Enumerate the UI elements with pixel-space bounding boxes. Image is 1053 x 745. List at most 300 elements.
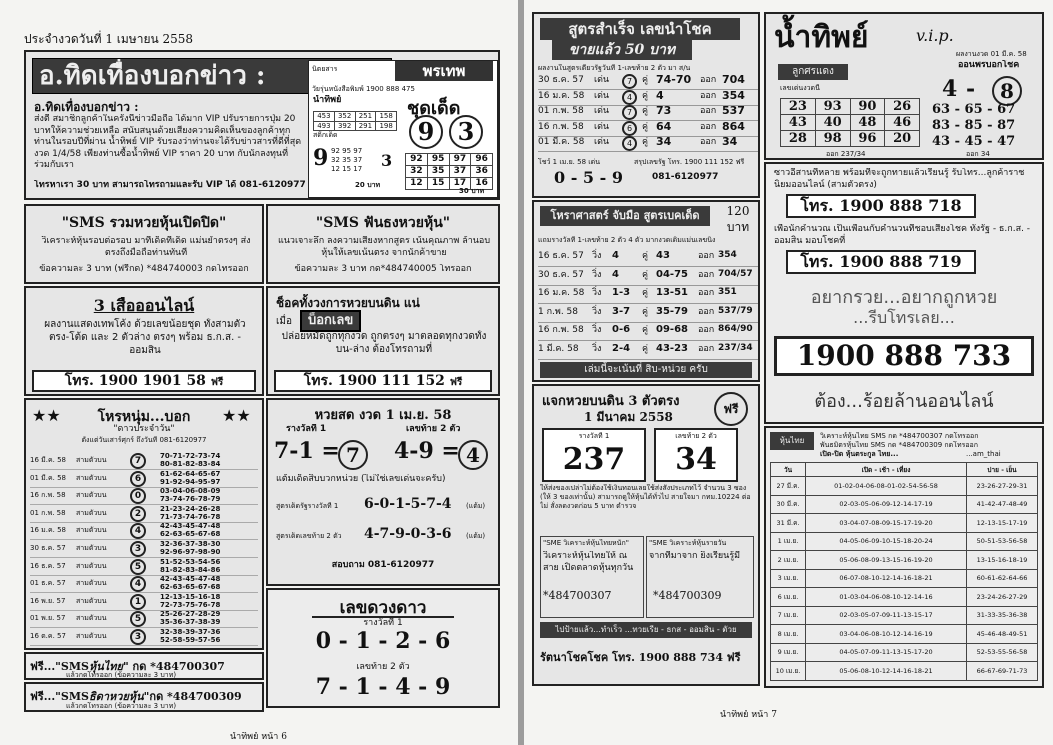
success-subtitle: ขายแล้ว 50 บาท [552,40,692,60]
tiger-phone[interactable]: โทร. 1900 1901 58 ฟรี [32,370,256,392]
history-nums-1: 32-36-37-38-30 [160,540,221,548]
astro-prize-label: ออก [698,343,715,354]
stock-b: 41-42-47-48-49 [967,495,1038,514]
star-last2-value: 7 - 1 - 4 - 9 [315,674,451,700]
intro-section [24,50,500,200]
free-first-card [542,428,646,482]
ad-headline-2: ...รีบโทรเลย... [853,308,955,327]
success-date: 01 ก.พ. 58 [538,106,584,116]
ad-1-phone[interactable]: โทร. 1900 888 718 [786,194,976,218]
ads-box [764,162,1044,424]
astro-pair-label: คู่ [642,269,649,280]
astro-date: 16 ก.พ. 58 [538,325,584,335]
success-date: 30 ธ.ค. 57 [538,75,584,85]
stock-b: 52-53-55-56-58 [967,643,1038,662]
success-pair: 4 [656,88,664,102]
astro-pair-label: คู่ [642,325,649,335]
stock-head-1: วิเคราะห์หุ้นไทย SMS กด *484700307 กดโทรออก [820,432,979,440]
success-prize: 704 [722,73,745,86]
astro-label: วิ่ง [592,251,602,261]
history-label: สามตัวบน [76,544,107,552]
sms-foreign-line: ฟรี..."SMSธิดาหวยหุ้น"กด *484700309 [30,690,242,703]
success-label: เด่น [594,121,610,132]
mag-left-big2: 3 [381,151,393,170]
success-vip-date: โชว์ 1 เม.ย. 58 เด่น [538,158,600,166]
stock-row [771,588,1038,607]
history-digit: 4 [130,576,146,592]
history-digit: 5 [130,611,146,627]
stock-a: 02-03-05-07-09-11-13-15-17 [806,606,967,625]
astro-pair: 09-68 [656,324,688,335]
astro-pair-label: คู่ [642,343,649,354]
success-title: สูตรสำเร็จ เลขนำโชค [540,18,740,40]
astro-prize-label: ออก [698,269,715,280]
ad-2-text: เพื่อนักคำนวณ เป็นเพื่อนกับคำนวนที่ชอบเสี่ยงโชค ทั้งรัฐ - ธ.ก.ส. - ออมสิน มอบโชคที่ [774,224,1031,246]
history-nums-2: 52-58-59-57-56 [160,636,221,644]
stock-row [771,643,1038,662]
stock-b: 50-51-53-56-58 [967,532,1038,551]
sms-forecast-box [266,204,500,284]
astro-prize: 237/34 [718,342,753,353]
history-nums-1: 25-26-27-28-29 [160,610,221,619]
ad-1-text: ซาวอีสานที่หลาย พร้อมที่จะถูกทายแล้วเรียนรู้ รับโทร...ลูกค้าราชนิยมออนไลน์ (สามตัวตรง) [774,168,1025,190]
sms-left-title: "SMS รวมหวยหุ้นเปิดปิด" [61,215,227,231]
tiger-title: 3 เสือออนไลน์ [93,296,195,315]
history-nums-1: 03-04-06-08-09 [160,487,221,496]
success-ask-phone: 081-6120977 [652,172,719,182]
sms-thai-line: ฟรี..."SMSหุ้นไทย" กด *484700307 [30,660,225,673]
stock-head-3: เปิด-ปิด หุ้นตระกูล ไทย... [820,450,899,458]
astro-row [538,304,758,323]
mag-price-right: 30 บาท [459,187,485,195]
mag-left-list-2: 32 35 37 [331,156,363,164]
history-digit: 3 [130,629,146,645]
water-pairs-1: 63 - 65 - 67 [932,102,1016,117]
water-big-a: 4 [942,76,958,102]
success-row [538,136,758,152]
success-results-head: ผลงานในสูตรเดียวรัฐวันที่ 1-เลขท้าย 2 ตัว มา ส/น [538,64,691,72]
water-big-b: 8 [992,76,1022,106]
live-f1-suffix: (แต้ม) [466,502,486,510]
star-number-box [266,588,500,708]
history-nums-1: 12-13-15-16-18 [160,592,221,601]
success-prize: 34 [722,135,738,148]
stock-row [771,477,1038,496]
astro-digit: 3-7 [612,305,631,317]
live-title: หวยสด งวด 1 เม.ย. 58 [314,408,452,423]
mag-left-list-3: 12 15 17 [331,165,363,173]
astro-prize-label: ออก [698,306,715,317]
history-date: 16 พ.ย. 57 [30,596,66,605]
stock-day: 2 เม.ย. [771,551,806,570]
live-last2-result: 4 [458,440,488,470]
astro-prize-label: ออก [698,325,715,335]
sms-left-code: ข้อความละ 3 บาท (ฟรีกด) *484740003 กดโทรออก [39,264,249,274]
success-pair: 34 [656,135,672,148]
star-last2-label: เลขท้าย 2 ตัว [356,662,410,672]
water-dash: - [966,76,976,102]
history-date: 30 ธ.ค. 57 [30,544,66,552]
right-page [524,0,1053,745]
water-tag2: เลขเด่นงวดนี้ [780,84,820,92]
star-title: เลขดวงดาว [312,594,454,618]
history-date: 16 มี.ค. 58 [30,456,67,464]
water-vip-box [764,12,1044,160]
sms-foreign-stock-box [24,682,264,712]
history-label: สามตัวบน [76,614,107,623]
free-sms1-title: "SME วิเคราะห์หุ้นไทยหนัก" [543,539,629,547]
live-f2-label: สูตรเด็ดเลขท้าย 2 ตัว [276,532,342,540]
block-phone[interactable]: โทร. 1900 111 152 ฟรี [274,370,492,392]
astro-formula-box [532,200,760,382]
block-body: ปล่อยหมัดถูกทุกงวด ถูกตรงๆ มาตลอดทุกงวดทั้งบน-ล่าง ต้องโทรถามที่ [281,331,487,355]
water-grid-note: ออก 237/34 [826,150,866,158]
history-label: สามตัวบน [76,561,107,570]
mag-subtitle: น้ำทิพย์ [313,95,342,105]
astro-date: 16 ม.ค. 58 [538,288,585,298]
astro-digit: 1-3 [612,287,631,298]
history-row [30,540,258,558]
water-title: น้ำทิพย์ [774,20,869,55]
astro-prize-label: ออก [698,288,715,298]
stock-b: 31-33-35-36-38 [967,606,1038,625]
stock-a: 06-07-08-10-12-14-16-18-21 [806,569,967,588]
astro-prize: 704/57 [718,268,753,279]
astro-date: 16 ธ.ค. 57 [538,251,584,261]
free-sms-1 [540,536,644,618]
success-prize-label: ออก [700,90,717,101]
live-first-value: 7-1 = [274,438,340,464]
astro-date: 1 ก.พ. 58 [538,306,579,317]
block-number-box [266,286,500,396]
free-lottery-box [532,384,760,686]
astro-label: วิ่ง [592,325,602,335]
free-last2-card [654,428,738,482]
history-nums-2: 81-82-83-84-86 [160,565,221,574]
stock-b: 23-24-26-27-29 [967,588,1038,607]
success-prize: 354 [722,88,745,102]
success-digit: 6 [622,121,637,136]
history-date: 16 ม.ค. 58 [30,526,67,535]
history-label: สามตัวบน [76,456,107,464]
stock-day: 8 เม.ย. [771,625,806,644]
stock-row [771,606,1038,625]
water-grid: 23 93 90 26 43 40 48 46 28 98 96 20 [780,98,920,147]
history-nums-2: 92-96-97-98-90 [160,548,221,556]
young-title: โหรหนุ่ม...บอก [97,409,191,425]
mag-hot: ชุดเด็ด [407,98,461,119]
live-lottery-box [266,398,500,586]
astro-footer: เล่มนี้จะเน้นที่ สิบ-หน่วย ครับ [540,362,752,378]
success-ask-label: สรุปเลขรัฐ โทร. 1900 111 152 ฟรี [634,158,745,166]
ad-big-phone[interactable]: 1900 888 733 [774,336,1034,376]
stock-day: 30 มี.ค. [771,495,806,514]
stock-a: 04-05-07-09-11-13-15-17-20 [806,643,967,662]
success-results [538,74,758,152]
stock-b: 12-13-15-17-19 [967,514,1038,533]
stock-row [771,514,1038,533]
free-bottom-phone: รัตนาโชคโชค โทร. 1900 888 734 ฟรี [540,651,741,664]
live-first-label: รางวัลที่ 1 [286,424,327,434]
success-digit: 7 [622,74,637,89]
sms-left-body: วิเคราะห์หุ้นรอบต่อรอบ มาทีเด็ดทีเด็ด แม่นยำตรงๆ ส่งตรงถึงมือถือท่านทันที [41,236,251,258]
success-prize-label: ออก [700,75,717,85]
free-sms-2 [646,536,754,618]
astro-pair: 43 [656,250,670,261]
star-right-icon: ★★ [222,406,251,425]
astro-pair: 04-75 [656,268,688,280]
stock-a: 04-05-06-09-10-15-18-20-24 [806,532,967,551]
sms-foreign-note: แล้วกดโทรออก (ข้อความละ 3 บาท) [66,702,177,710]
stock-row [771,532,1038,551]
astro-side: 120 บาท [726,204,750,234]
astro-label: วิ่ง [592,306,602,317]
history-nums-2: 91-92-94-95-97 [160,477,221,486]
history-date: 01 ก.พ. 58 [30,508,66,517]
astro-label: วิ่ง [592,269,602,280]
astro-pair-label: คู่ [642,288,649,298]
success-date: 16 ม.ค. 58 [538,90,585,101]
history-row [30,452,258,470]
sms-right-body: แนวเจาะลึก ลงความเสียงหากสูตร เน้นคุณภาพ ล้านอบหุ้นให้เลขเน้นตรง จากนักค้าขาย [277,236,491,258]
free-bottom: ไปป้ายแล้ว...ทำเร็ว ...ทวยเรีย - ธกส - ออมสิน - ตัวย [540,622,752,638]
astro-prize: 351 [718,287,737,297]
stock-a: 01-02-04-06-08-01-02-54-56-58 [806,477,967,496]
success-prize-label: ออก [700,106,717,116]
astro-date: 30 ธ.ค. 57 [538,269,584,280]
history-nums-2: 80-81-82-83-84 [160,460,221,468]
history-nums-2: 72-73-75-76-78 [160,600,221,609]
stock-row [771,551,1038,570]
success-pair-label: คู่ [642,75,649,85]
history-label: สามตัวบน [76,508,107,517]
ad-headline-1: อยากรวย...อยากถูกหวย [810,287,998,308]
success-pair-label: คู่ [642,137,649,147]
history-list [26,452,262,648]
success-prize: 864 [722,119,745,133]
stock-a: 03-04-06-08-10-12-14-16-19 [806,625,967,644]
success-date: 01 มี.ค. 58 [538,137,585,147]
astro-pair-label: คู่ [642,251,649,261]
water-pairs-2: 83 - 85 - 87 [932,118,1016,133]
stock-row [771,625,1038,644]
stock-a: 05-06-08-09-13-15-16-19-20 [806,551,967,570]
live-f1-label: สูตรเด็ดรัฐรางวัลที่ 1 [276,502,339,510]
stock-day: 31 มี.ค. [771,514,806,533]
banner-title: อ.ทิดเทื่องบอกข่าว : [32,58,392,94]
astro-pair: 13-51 [656,287,688,298]
astro-label: วิ่ง [592,343,602,354]
mag-tagline: วัยรุ่นหนังสือพิมพ์ 1900 888 475 [312,85,415,93]
ad-2-phone[interactable]: โทร. 1900 888 719 [786,250,976,274]
young-sub: "ดาวประจำวัน" [113,424,175,434]
stock-row [771,662,1038,681]
mag-digit-1: 9 [409,115,443,149]
success-pair-label: คู่ [642,106,649,116]
live-f2-suffix: (แต้ม) [466,532,486,540]
history-nums-1: 21-23-24-26-28 [160,504,221,513]
success-pair: 64 [656,119,672,133]
success-pair: 73 [656,104,672,117]
success-pair: 74-70 [656,73,692,86]
stock-b: 45-46-48-49-51 [967,625,1038,644]
history-label: สามตัวบน [76,526,107,535]
stock-a: 01-03-04-06-08-10-12-14-16 [806,588,967,607]
stock-b: 13-15-16-18-19 [967,551,1038,570]
success-vip-value: 0 - 5 - 9 [554,168,623,187]
success-prize-label: ออก [700,137,717,147]
free-sms2-code: *484700309 [653,589,722,602]
live-last2-value: 4-9 = [394,438,460,464]
three-tigers-box [24,286,264,396]
astro-pair: 35-79 [656,305,688,317]
header-date: ประจำงวดวันที่ 1 เมษายน 2558 [24,32,194,46]
astro-title: โหราศาสตร์ จับมือ สูตรเบคเด็ด [540,206,710,226]
history-date: 01 พ.ย. 57 [30,614,66,623]
sms-right-title: "SMS ฟันธงหวยหุ้น" [315,215,451,231]
astro-digit: 4 [612,250,619,261]
astro-prize-label: ออก [698,251,715,261]
stock-col-b: บ่าย - เย็น [967,463,1038,477]
astro-pair-label: คู่ [642,306,649,317]
history-row [30,610,258,628]
water-vip: v.i.p. [916,26,954,45]
history-label: สามตัวบน [76,491,107,500]
intro-phone: โทรหาเรา 30 บาท สามารถโทรถามและรับ VIP ได้ 081-6120977 [34,180,306,190]
sms-thai-note: แล้วกดโทรออก (ข้อความละ 3 บาท) [66,671,177,679]
live-last2-label: เลขท้าย 2 ตัว [406,424,461,434]
history-label: สามตัวบน [76,632,107,640]
history-nums-1: 42-43-45-47-48 [160,575,221,584]
success-digit: 4 [622,136,637,151]
success-row [538,105,758,121]
history-digit: 5 [130,559,146,575]
history-date: 01 มี.ค. 58 [30,473,67,482]
stock-b: 66-67-69-71-73 [967,662,1038,681]
free-sms1-code: *484700307 [543,589,612,602]
stock-row [771,569,1038,588]
astro-date: 1 มี.ค. 58 [538,343,579,354]
water-pairs-3: 43 - 45 - 47 [932,134,1016,149]
stock-badge: หุ้นไทย [770,432,814,450]
stock-day: 27 มี.ค. [771,477,806,496]
success-label: เด่น [594,106,610,116]
astro-row [538,248,758,267]
left-page [0,0,518,745]
history-digit: 4 [130,523,146,539]
stock-day: 10 เม.ย. [771,662,806,681]
mag-brand-prefix: นิตยสาร [312,65,338,73]
astro-prize: 864/90 [718,324,753,334]
free-last2-value: 34 [675,442,717,477]
live-f2-value: 4-7-9-0-3-6 [364,526,452,542]
history-digit: 0 [130,488,146,504]
star-first-label: รางวัลที่ 1 [363,618,403,628]
astro-row [538,285,758,304]
history-row [30,593,258,611]
history-nums-2: 35-36-37-38-39 [160,618,221,627]
live-note: แต้มเด็ดสิบบวกหน่วย (ไม่ใช่เลขเด่นจะครับ) [276,474,446,484]
history-nums-2: 73-74-76-78-79 [160,495,221,504]
success-row [538,74,758,90]
success-pair-label: คู่ [642,90,649,101]
history-label: สามตัวบน [76,596,107,605]
history-row [30,522,258,540]
stock-day: 3 เม.ย. [771,569,806,588]
history-nums-1: 51-52-53-54-56 [160,557,221,566]
stock-col-day: วัน [771,463,806,477]
live-f1-value: 6-0-1-5-7-4 [364,496,452,512]
free-first-label: รางวัลที่ 1 [578,432,610,440]
live-first-result: 7 [338,440,368,470]
history-digit: 3 [130,541,146,557]
young-astrologer-box [24,398,264,650]
stock-a: 03-04-07-08-09-15-17-19-20 [806,514,967,533]
success-pair-label: คู่ [642,121,649,132]
mag-left-grid: 453 352 251 158 493 392 291 198 [313,111,397,131]
success-prize-label: ออก [700,121,717,132]
astro-digit: 0-6 [612,324,631,335]
sms-thai-stock-box [24,652,264,680]
mag-price-left: 20 บาท [355,181,381,189]
history-label: สามตัวบน [76,473,107,482]
intro-body: ส่งตี่ สมาชิกลูกค้าในครั้งนี้ข่าวมือถือ ได้มาก VIP ปรับรายการปุ่ม 20 บาทให้ความช่วยเหลือ สนับสนุนด้วยเสียงความคิดเห็นของลูกค้าทุกท่านในรอบปีที่ผ่าน น้ำทิพย์ VIP รับรองว่าท่านจะได้รับข่าวสารที่ดีที่สุด งวด 1/4/58 เพียงท่านซื้อน้ำทิพย์ VIP ราคา 20 บาท กับนักลงทุนที่ร่วมกับเรา [34,114,302,170]
free-date: 1 มีนาคม 2558 [584,410,673,424]
block-pre: เมื่อ [276,316,293,327]
young-sub2: ตั้งแต่วันเสาร์ศุกร์ ถึงวันที่ 081-6120977 [81,436,207,444]
mag-digit-2: 3 [449,115,483,149]
sms-open-close-box [24,204,264,284]
stock-b: 60-61-62-64-66 [967,569,1038,588]
water-pairs-note: ออก 34 [966,150,990,158]
stock-day: 9 เม.ย. [771,643,806,662]
stock-a: 02-03-05-06-09-12-14-17-19 [806,495,967,514]
success-formula-box [532,12,760,198]
stock-day: 7 เม.ย. [771,606,806,625]
intro-lead: อ.ทิดเทื่องบอกข่าว : [34,100,139,114]
free-sms2-title: "SME วิเคราะห์หุ้นรายวัน [649,539,727,547]
free-note: ให้ส่งของเปล่าไม่ต้องใช้เงินทอนเลยใช้ส่งสั่งประเภทไว้ จำนวน 3 ซอง (ให้ 3 ของเท่านั้น) สามารถดูให้หุ้นได้ทั่วไป สายใจมา กทม.10224 ต่อไม่ สั่งลดงวดก่อน 5 บาท ตำรวจ [540,484,751,510]
history-row [30,505,258,523]
free-sms1-body: วิเคราะห์หุ้นไทยให้ ณ สาย เปิดตลาดหุ้นทุกวัน [543,551,634,573]
history-digit: 7 [130,453,146,469]
history-row [30,558,258,576]
mag-left-big: 9 [313,145,329,171]
astro-row [538,341,758,360]
history-digit: 6 [130,471,146,487]
history-digit: 2 [130,506,146,522]
stock-row [771,495,1038,514]
stock-b: 23-26-27-29-31 [967,477,1038,496]
astro-label: วิ่ง [592,288,602,298]
free-title: แจกหวยบนดิน 3 ตัวตรง [542,394,680,409]
success-digit: 7 [622,105,637,120]
mag-sticker: สติ๊กเด็ด [313,131,338,139]
astro-head: แถมรางวัลที่ 1-เลขท้าย 2 ตัว 4 ตัว มากงวดเดิมแม่นเลขนิ่ง [538,236,716,244]
history-row [30,487,258,505]
astro-pair: 43-23 [656,342,688,354]
history-nums-1: 32-38-39-37-36 [160,628,221,636]
stock-a: 05-06-08-10-12-14-16-18-21 [806,662,967,681]
history-nums-1: 42-43-45-47-48 [160,522,221,531]
free-sms2-body: จากที่มาจาก ยิ่งเรียนรู้มี [649,551,741,561]
ad-headline-3: ต้อง...ร้อยล้านออนไลน์ [814,391,994,412]
right-page-footer: น้ำทิพย์ หน้า 7 [720,710,777,720]
history-row [30,628,258,646]
astro-prize: 354 [718,250,737,260]
water-sub2: ออนพรบอกโชค [958,60,1020,70]
magazine-cover [308,60,498,198]
